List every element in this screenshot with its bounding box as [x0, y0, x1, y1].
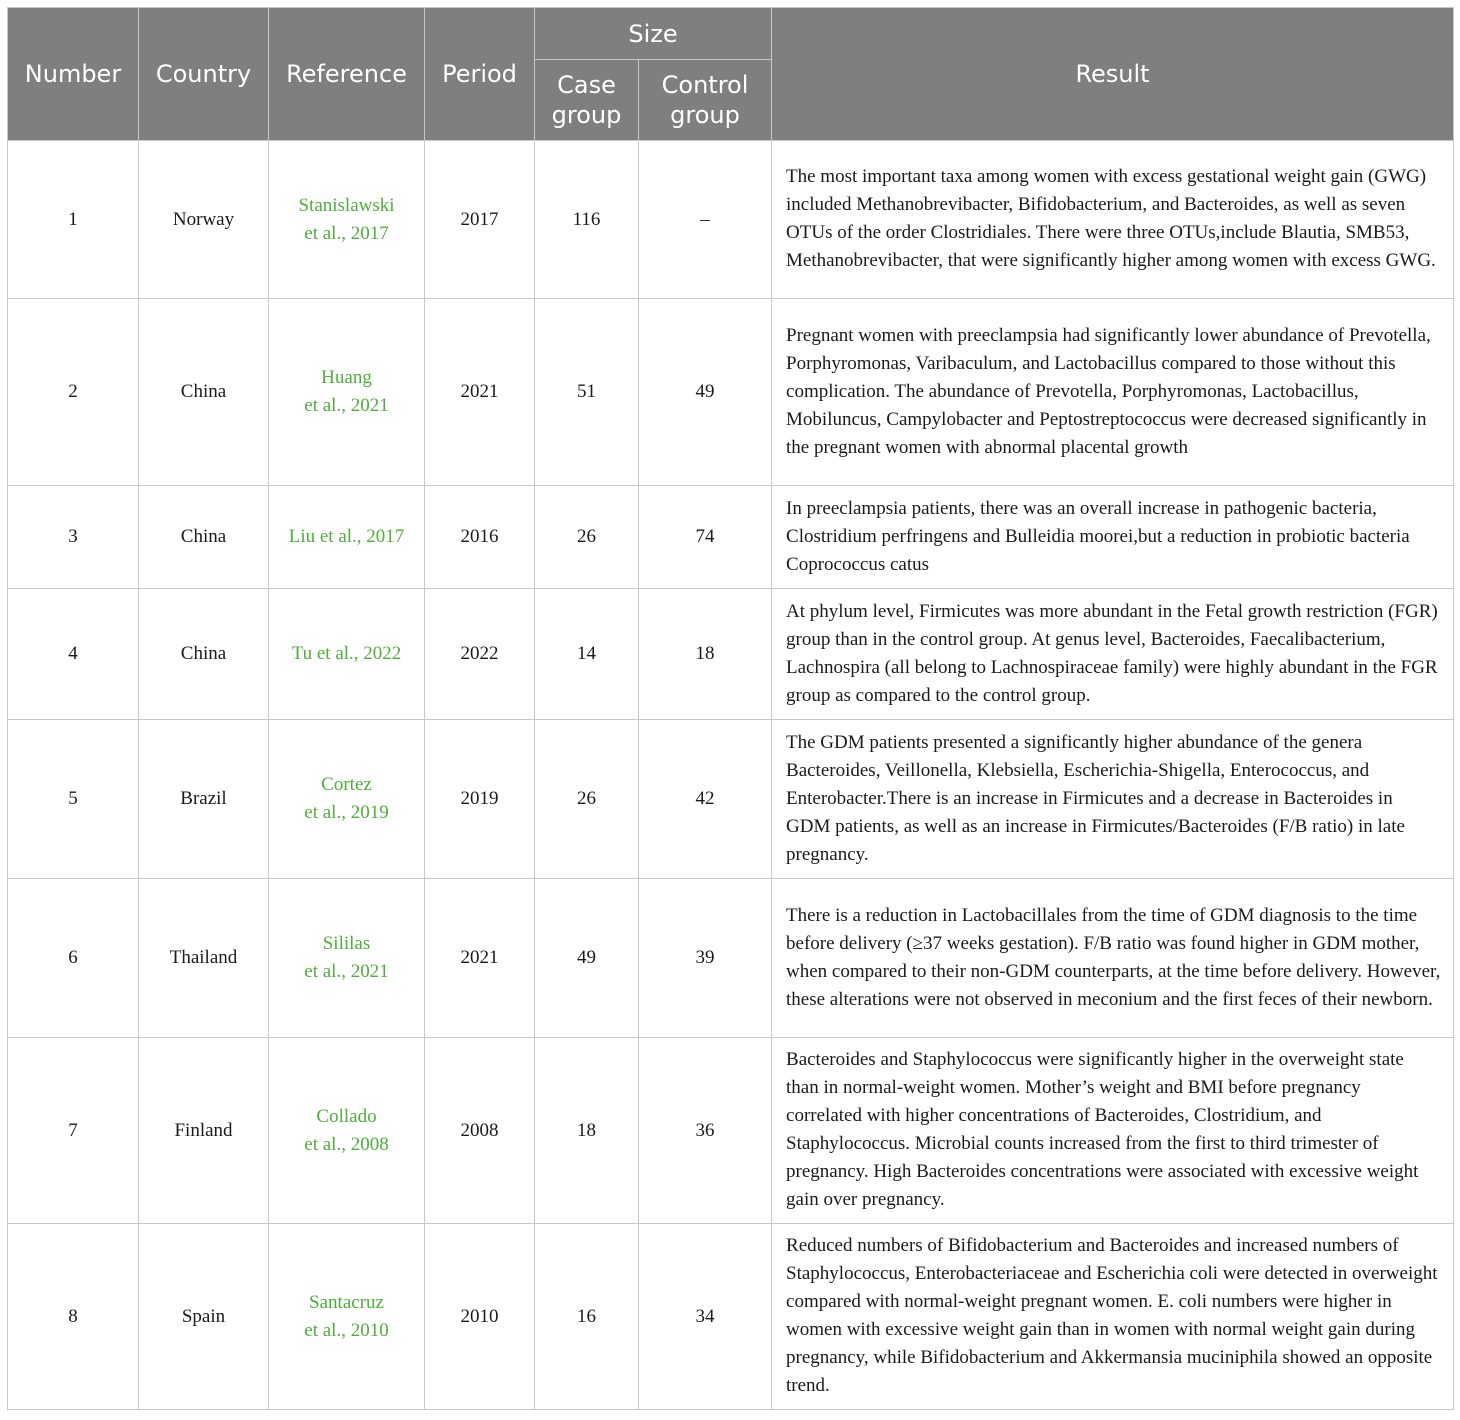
header-size: Size	[535, 8, 772, 60]
row-result: Pregnant women with preeclampsia had significantly lower abundance of Prevotella, Porphyromonas, Varibaculum, and Lactobacillus compared to those without this complication. The abundance of Prevotella, Porphyromonas, Lactobacillus, Mobiluncus, Campylobacter and Peptostreptococcus were decreased significantly in the pregnant women with abnormal placental growth	[772, 299, 1454, 486]
table-row	[8, 1038, 1454, 1224]
reference-link-line2[interactable]: et al., 2010	[304, 1319, 389, 1341]
row-reference[interactable]	[269, 1224, 425, 1410]
row-number: 1	[8, 141, 139, 299]
table-row	[8, 141, 1454, 299]
reference-link-line1[interactable]: Huang	[321, 367, 372, 388]
reference-link-line1[interactable]: Tu et al., 2022	[291, 643, 402, 664]
header-number: Number	[8, 8, 139, 141]
row-control-size: 18	[639, 589, 772, 720]
table-row	[8, 299, 1454, 486]
header-case-group: Case group	[535, 60, 639, 141]
reference-link-line1[interactable]: Collado	[316, 1105, 377, 1127]
row-country: Brazil	[139, 720, 269, 879]
row-result: In preeclampsia patients, there was an overall increase in pathogenic bacteria, Clostridium perfringens and Bulleidia moorei,but a reduction in probiotic bacteria Coprococcus catus	[772, 486, 1454, 589]
row-country: China	[139, 589, 269, 720]
row-country: Finland	[139, 1038, 269, 1224]
row-reference[interactable]	[269, 589, 425, 720]
reference-link-line1[interactable]: Sililas	[322, 933, 371, 954]
row-control-size: 34	[639, 1224, 772, 1410]
row-country: China	[139, 299, 269, 486]
study-table	[7, 7, 1454, 1410]
table-row	[8, 1224, 1454, 1410]
reference-link-line2[interactable]: et al., 2019	[304, 802, 389, 823]
row-case-size: 116	[535, 141, 639, 299]
header-country: Country	[139, 8, 269, 141]
reference-link-line1[interactable]: Stanislawski	[298, 194, 395, 216]
table-row	[8, 589, 1454, 720]
row-control-size: 49	[639, 299, 772, 486]
reference-link-line2[interactable]: et al., 2017	[304, 222, 389, 244]
row-number: 3	[8, 486, 139, 589]
header-period: Period	[425, 8, 535, 141]
row-period: 2021	[425, 299, 535, 486]
reference-link-line1[interactable]: Cortez	[321, 774, 372, 795]
header-result: Result	[772, 8, 1454, 141]
row-period: 2021	[425, 879, 535, 1038]
row-case-size: 51	[535, 299, 639, 486]
reference-link-line1[interactable]: Liu et al., 2017	[288, 526, 405, 547]
row-number: 4	[8, 589, 139, 720]
header-reference: Reference	[269, 8, 425, 141]
row-period: 2022	[425, 589, 535, 720]
row-result: Bacteroides and Staphylococcus were significantly higher in the overweight state than in normal-weight women. Mother’s weight and BMI before pregnancy correlated with higher concentrations of Bacteroides, Clostridium, and Staphylococcus. Microbial counts increased from the first to third trimester of pregnancy. High Bacteroides concentrations were associated with excessive weight gain over pregnancy.	[772, 1038, 1454, 1224]
row-case-size: 26	[535, 486, 639, 589]
row-control-size: 74	[639, 486, 772, 589]
row-control-size: 36	[639, 1038, 772, 1224]
row-result: There is a reduction in Lactobacillales from the time of GDM diagnosis to the time before delivery (≥37 weeks gestation). F/B ratio was found higher in GDM mother, when compared to their non-GDM counterparts, at the time before delivery. However, these alterations were not observed in meconium and the first feces of their newborn.	[772, 879, 1454, 1038]
row-number: 2	[8, 299, 139, 486]
row-case-size: 16	[535, 1224, 639, 1410]
row-period: 2017	[425, 141, 535, 299]
row-result: The most important taxa among women with excess gestational weight gain (GWG) included Methanobrevibacter, Bifidobacterium, and Bacteroides, as well as seven OTUs of the order Clostridiales. There were three OTUs,include Blautia, SMB53, Methanobrevibacter, that were significantly higher among women with excess GWG.	[772, 141, 1454, 299]
row-control-size: 42	[639, 720, 772, 879]
row-reference[interactable]	[269, 879, 425, 1038]
row-reference[interactable]	[269, 299, 425, 486]
row-number: 7	[8, 1038, 139, 1224]
row-result: Reduced numbers of Bifidobacterium and Bacteroides and increased numbers of Staphylococcus, Enterobacteriaceae and Escherichia coli were detected in overweight compared with normal-weight pregnant women. E. coli numbers were higher in women with excessive weight gain than in women with normal weight gain during pregnancy, while Bifidobacterium and Akkermansia muciniphila showed an opposite trend.	[772, 1224, 1454, 1410]
row-case-size: 26	[535, 720, 639, 879]
row-control-size: 39	[639, 879, 772, 1038]
row-period: 2016	[425, 486, 535, 589]
table-row	[8, 486, 1454, 589]
reference-link-line1[interactable]: Santacruz	[309, 1291, 384, 1313]
row-country: Norway	[139, 141, 269, 299]
row-period: 2008	[425, 1038, 535, 1224]
row-case-size: 14	[535, 589, 639, 720]
row-case-size: 49	[535, 879, 639, 1038]
row-control-size: –	[639, 141, 772, 299]
row-reference[interactable]	[269, 1038, 425, 1224]
row-reference[interactable]	[269, 720, 425, 879]
row-reference[interactable]	[269, 141, 425, 299]
row-number: 6	[8, 879, 139, 1038]
row-period: 2019	[425, 720, 535, 879]
row-case-size: 18	[535, 1038, 639, 1224]
reference-link-line2[interactable]: et al., 2008	[304, 1133, 389, 1155]
row-country: Thailand	[139, 879, 269, 1038]
row-result: The GDM patients presented a significantly higher abundance of the genera Bacteroides, Veillonella, Klebsiella, Escherichia-Shigella, Enterococcus, and Enterobacter.There is an increase in Firmicutes and a decrease in Bacteroides in GDM patients, as well as an increase in Firmicutes/Bacteroides (F/B ratio) in late pregnancy.	[772, 720, 1454, 879]
table-row	[8, 879, 1454, 1038]
header-control-group: Control group	[639, 60, 772, 141]
row-number: 5	[8, 720, 139, 879]
table-row	[8, 720, 1454, 879]
row-country: Spain	[139, 1224, 269, 1410]
reference-link-line2[interactable]: et al., 2021	[304, 961, 389, 982]
reference-link-line2[interactable]: et al., 2021	[304, 395, 389, 416]
row-country: China	[139, 486, 269, 589]
row-reference[interactable]	[269, 486, 425, 589]
row-period: 2010	[425, 1224, 535, 1410]
row-number: 8	[8, 1224, 139, 1410]
row-result: At phylum level, Firmicutes was more abundant in the Fetal growth restriction (FGR) group than in the control group. At genus level, Bacteroides, Faecalibacterium, Lachnospira (all belong to Lachnospiraceae family) were highly abundant in the FGR group as compared to the control group.	[772, 589, 1454, 720]
